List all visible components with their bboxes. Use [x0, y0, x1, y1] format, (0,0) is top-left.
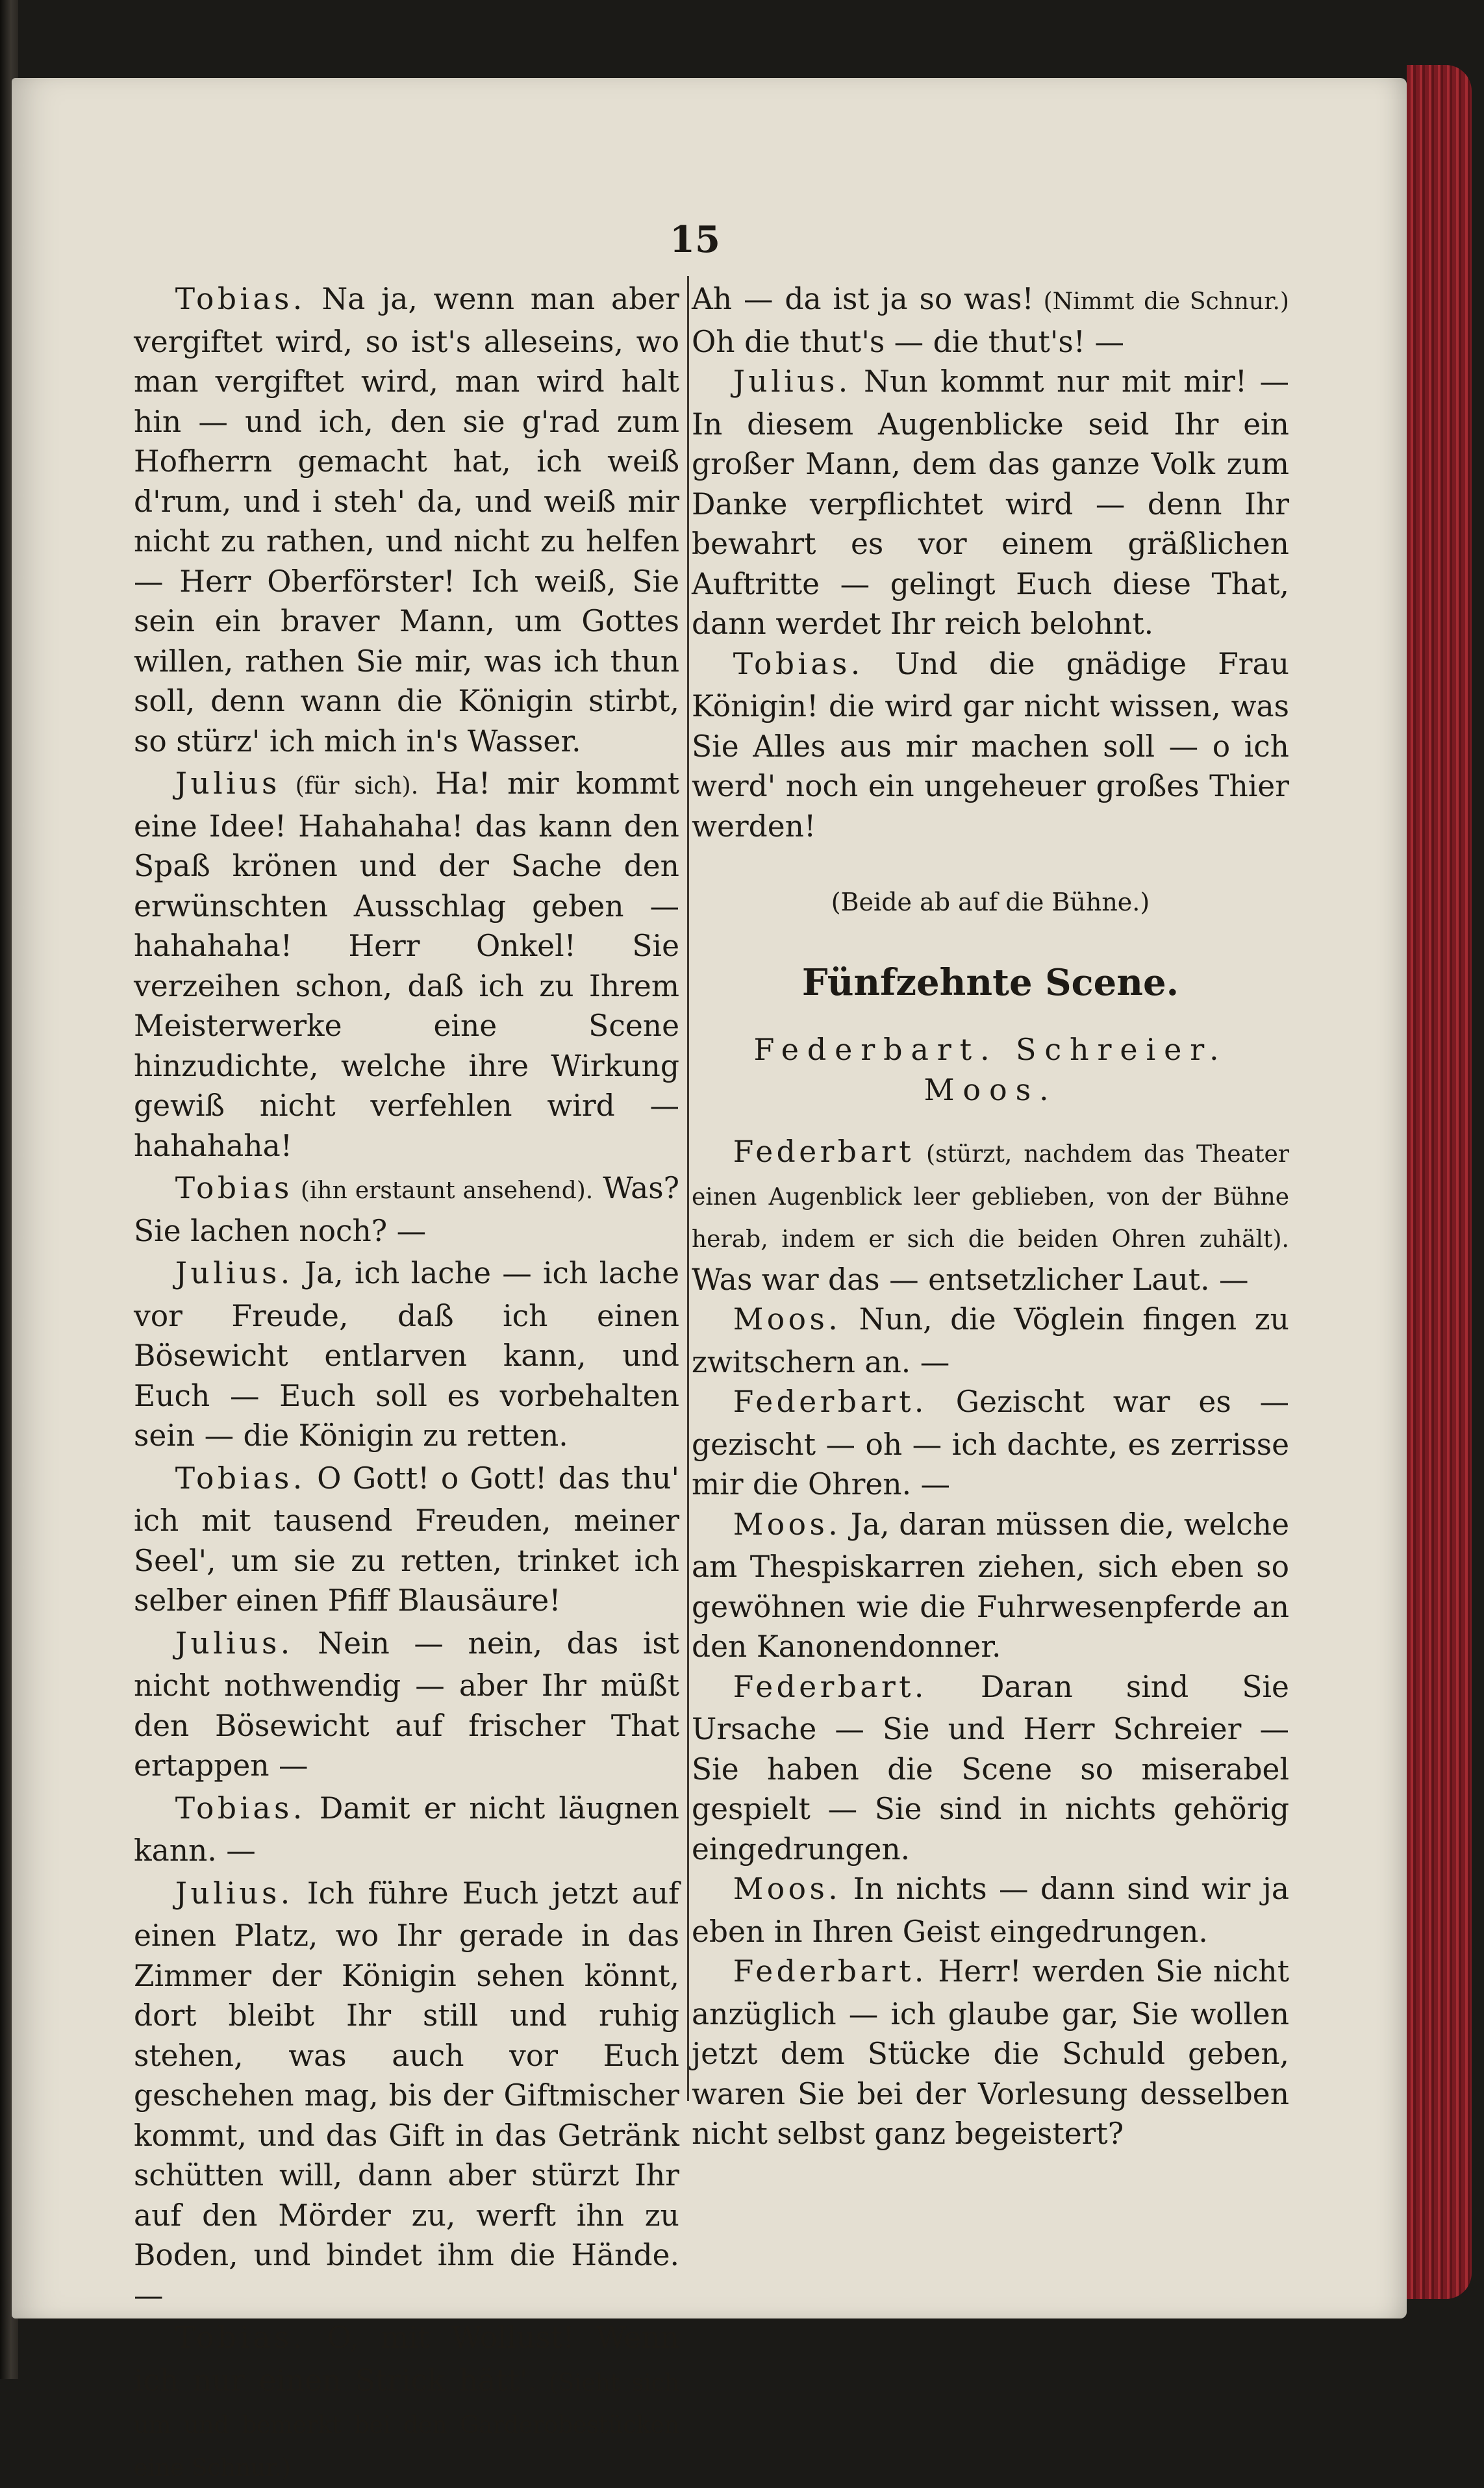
dialogue-paragraph: [692, 1382, 1289, 1505]
dialogue-text: Damit er nicht läugnen kann. —: [134, 1791, 679, 1868]
scene-heading: Fünfzehnte Scene.: [801, 961, 1179, 1004]
dialogue-text: Was war das — entsetzlicher Laut. —: [692, 1262, 1249, 1297]
dialogue-paragraph: [134, 1874, 679, 2318]
speaker-name: Tobias.: [175, 1461, 306, 1496]
continued-paragraph: [692, 279, 1289, 362]
speaker-name: Tobias: [175, 1171, 293, 1205]
dialogue-paragraph: [692, 1952, 1289, 2154]
dialogue-text: Ja, daran müssen die, welche am Thespiskarren ziehen, sich eben so gewöhnen wie die Fuhrwesenpferde an den Kanonendonner.: [692, 1507, 1289, 1664]
dialogue-text: Gezischt war es — gezischt — oh — ich dachte, es zerrisse mir die Ohren. —: [692, 1385, 1289, 1502]
dialogue-paragraph: [692, 1667, 1289, 1870]
speaker-name: Julius.: [175, 1256, 294, 1290]
speaker-name: Moos.: [733, 1302, 842, 1337]
dialogue-text: Nun kommt nur mit mir! — In diesem Augenblicke seid Ihr ein großer Mann, dem das ganze Volk zum Danke verpflichtet wird — denn Ihr bewahrt es vor einem gräßlichen Auftritte — gelingt Euch diese That, dann werdet Ihr reich belohnt.: [692, 364, 1289, 641]
dialogue-text: In nichts — dann sind wir ja eben in Ihren Geist eingedrungen.: [692, 1872, 1289, 1949]
speaker-name: Julius.: [175, 1876, 294, 1911]
dialogue-paragraph: [134, 1168, 679, 1253]
speaker-name: Julius: [175, 766, 281, 801]
page-number: 15: [670, 218, 720, 261]
stage-direction: (für sich).: [280, 773, 419, 799]
red-page-edges: [1407, 65, 1472, 2299]
dialogue-paragraph: [692, 1505, 1289, 1667]
dialogue-text: Was? Sie lachen noch? —: [134, 1171, 679, 1248]
dialogue-text: Herr! werden Sie nicht anzüglich — ich glaube gar, Sie wollen jetzt dem Stücke die Schuld geben, waren Sie bei der Vorlesung desselben nicht selbst ganz begeistert?: [692, 1954, 1289, 2151]
dialogue-text-after: Oh die thut's — die thut's! —: [692, 324, 1124, 359]
dialogue-text: O Gott! o Gott! das thu' ich mit tausend Freuden, meiner Seel', um sie zu retten, trinket ich selber einen Pfiff Blausäure!: [134, 1461, 679, 1618]
dialogue-text: Ja, ich lache — ich lache vor Freude, daß ich einen Bösewicht entlarven kann, und Euch — Euch soll es vorbehalten sein — die Königin zu retten.: [134, 1256, 679, 1453]
right-column: [692, 279, 1289, 2154]
dialogue-text: Nun, die Vöglein fingen zu zwitschern an. —: [692, 1302, 1289, 1379]
dialogue-paragraph: [692, 1869, 1289, 1952]
dialogue-text: Ha! mir kommt eine Idee! Hahahaha! das kann den Spaß krönen und der Sache den erwünschten Ausschlag geben — hahahaha! Herr Onkel! Sie verzeihen schon, daß ich zu Ihrem Meisterwerke eine Scene hinzudichte, welche ihre Wirkung gewiß nicht verfehlen wird — hahahaha!: [134, 766, 680, 1163]
column-divider: [687, 276, 689, 2101]
speaker-name: Tobias.: [733, 646, 864, 681]
dialogue-paragraph: [134, 2318, 679, 2488]
speaker-name: Tobias.: [175, 2320, 306, 2355]
speaker-name: Tobias.: [175, 1791, 306, 1826]
dialogue-paragraph: [692, 1132, 1289, 1300]
dialogue-text: Und die gnädige Frau Königin! die wird gar nicht wissen, was Sie Alles aus mir machen soll — o ich werd' noch ein ungeheuer großes Thier werden!: [692, 646, 1289, 844]
dialogue-text: Nein — nein, das ist nicht nothwendig — aber Ihr müßt den Bösewicht auf frischer That ertappen —: [134, 1626, 679, 1783]
dialogue-text: Daran sind Sie Ursache — Sie und Herr Schreier — Sie haben die Scene so miserabel gespielt — Sie sind in nichts gehörig eingedrungen.: [692, 1669, 1289, 1866]
dialogue-text: Ich führe Euch jetzt auf einen Platz, wo Ihr gerade in das Zimmer der Königin sehen könnt, dort bleibt Ihr still und ruhig stehen, was auch vor Euch geschehen mag, bis der Giftmischer kommt, und das Gift in das Getränk schütten will, dann aber stürzt Ihr auf den Mörder zu, werft ihn zu Boden, und bindet ihm die Hände. —: [134, 1876, 679, 2313]
dialogue-text: O, mit Wollust! Wenn ich nur einen Strick hätt'.: [134, 2320, 679, 2398]
dialogue-paragraph: [134, 1789, 679, 1874]
speaker-name: Julius.: [733, 364, 851, 399]
left-column: [134, 279, 679, 2488]
exit-stage-direction: (Beide ab auf die Bühne.): [831, 888, 1150, 916]
dialogue-text: Ah — da ist ja so was!: [692, 282, 1034, 316]
dialogue-paragraph: [134, 1624, 679, 1789]
dialogue-paragraph: [134, 279, 679, 764]
dialogue-paragraph: [134, 1459, 679, 1624]
stage-direction-after: (Sieht sich um und bemerkt bei den Garderobestücken eine Schnur.): [134, 2369, 679, 2482]
dialogue-paragraph: [134, 764, 679, 1168]
dialogue-paragraph: [692, 644, 1289, 847]
stage-direction: (Nimmt die Schnur.): [1033, 288, 1289, 315]
speaker-name: Federbart.: [733, 1954, 927, 1989]
stage-direction: (ihn erstaunt ansehend).: [292, 1177, 594, 1204]
speaker-name: Tobias.: [175, 282, 306, 316]
dialogue-text: Na ja, wenn man aber vergiftet wird, so ist's alleseins, wo man vergiftet wird, man wird halt hin — und ich, den sie g'rad zum Hofherrn gemacht hat, ich weiß d'rum, und i steh' da, und weiß mir nicht zu rathen, und nicht zu helfen — Herr Oberförster! Ich weiß, Sie sein ein braver Mann, um Gottes willen, rathen Sie mir, was ich thun soll, denn wann die Königin stirbt, so stürz' ich mich in's Wasser.: [134, 282, 679, 759]
speaker-name: Moos.: [733, 1872, 842, 1906]
dialogue-paragraph: [134, 1253, 679, 1459]
dialogue-paragraph: [692, 1300, 1289, 1382]
speaker-name: Federbart: [733, 1135, 914, 1169]
speaker-name: Federbart.: [733, 1385, 927, 1419]
speaker-name: Moos.: [733, 1507, 842, 1542]
speaker-name: Federbart.: [733, 1669, 927, 1704]
speaker-name: Julius.: [175, 1626, 294, 1661]
dialogue-paragraph: [692, 362, 1289, 644]
stage-direction: (stürzt, nachdem das Theater einen Augenblick leer geblieben, von der Bühne herab, indem er sich die beiden Ohren zuhält).: [692, 1141, 1289, 1253]
scene-characters: Federbart. Schreier. Moos.: [753, 1032, 1227, 1107]
